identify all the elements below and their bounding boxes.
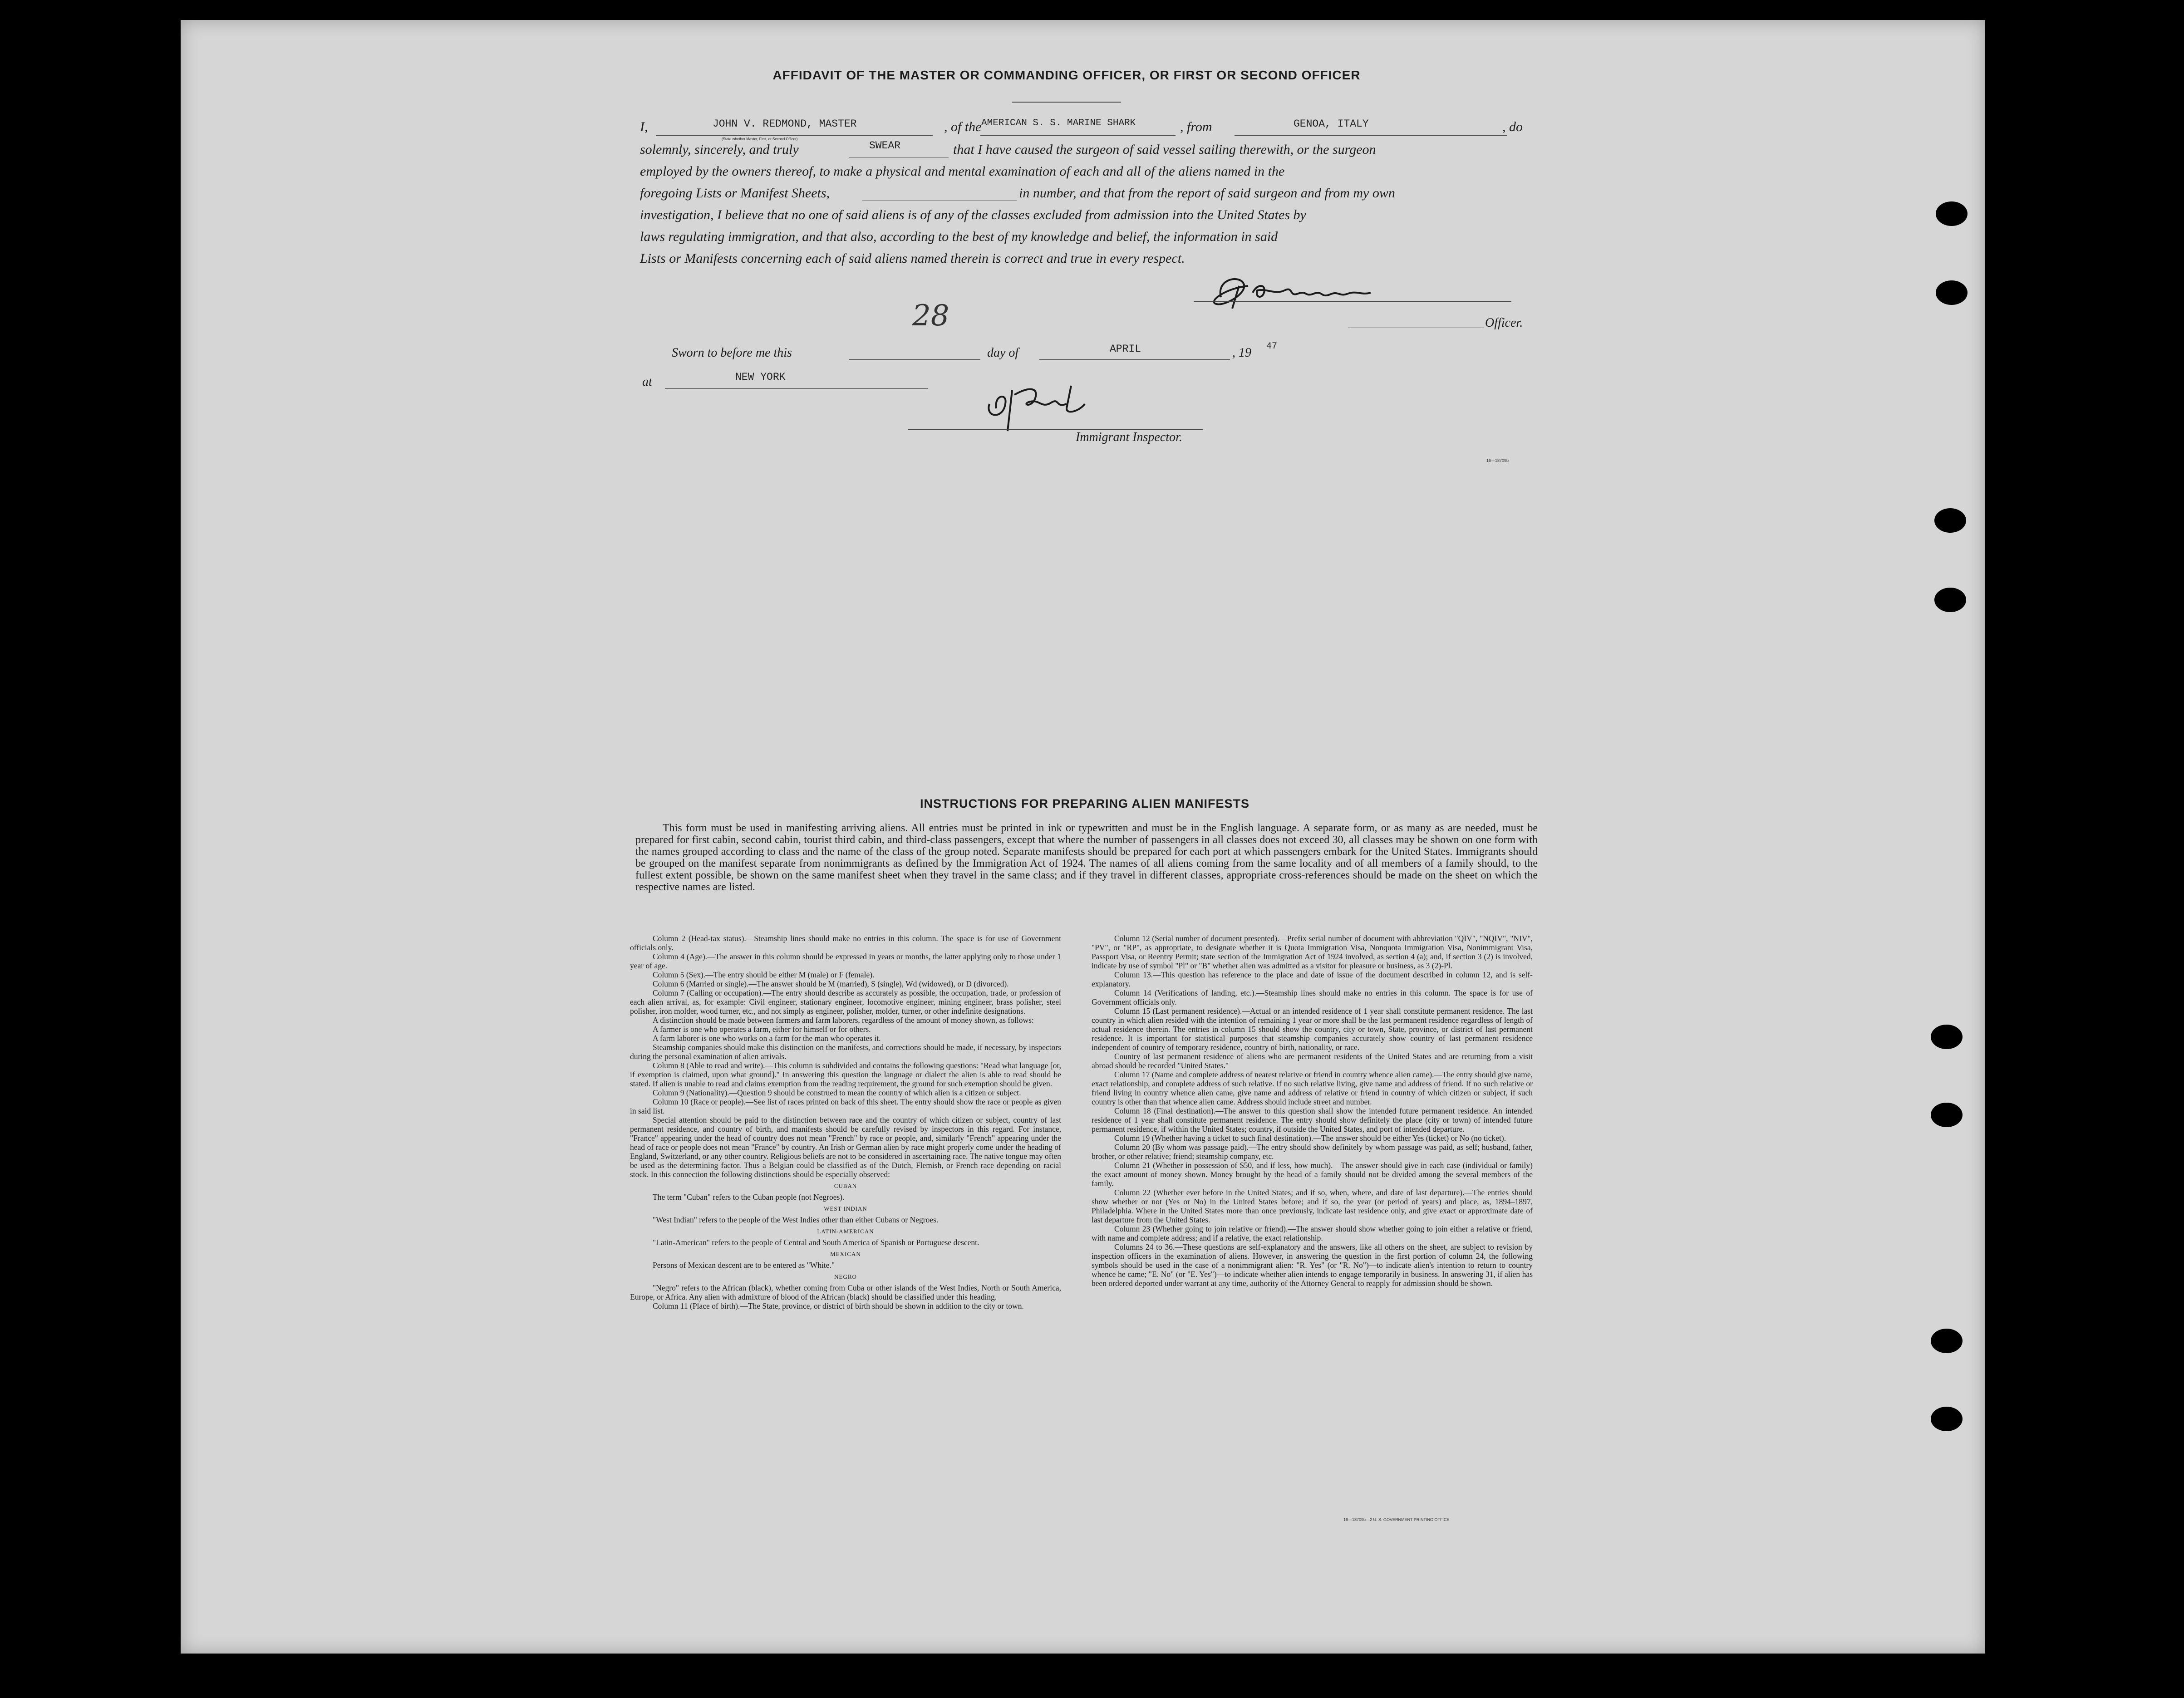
west-indian-heading: WEST INDIAN	[824, 1205, 867, 1212]
right-paragraph: Column 23 (Whether going to join relative or friend).—The answer should show whether going to join either a relative or friend, with name and complete address; and if a relative, the exact relationship.	[1092, 1224, 1533, 1242]
negro-text: "Negro" refers to the African (black), whether coming from Cuba or other islands of the West Indies, North or South America, Europe, or Africa. Any alien with admixture of blood of the African (black) should be classified under this heading.	[630, 1283, 1061, 1301]
left-paragraph: Column 10 (Race or people).—See list of races printed on back of this sheet. The entry should show the race or people as given in said list.	[630, 1097, 1061, 1115]
right-column	[1092, 934, 1533, 1288]
at-label: at	[642, 375, 652, 389]
instructions-title: INSTRUCTIONS FOR PREPARING ALIEN MANIFESTS	[920, 797, 1250, 810]
affidavit-line-7: Lists or Manifests concerning each of said aliens named therein is correct and true in every respect.	[640, 251, 1185, 266]
left-paragraph: Column 2 (Head-tax status).—Steamship lines should make no entries in this column. The space is for use of Government officials only.	[630, 934, 1061, 952]
intro-text: This form must be used in manifesting arriving aliens. All entries must be printed in ink or typewritten and must be in the English language. A separate form, or as many as are needed, must be prepared for first cabin, second cabin, tourist third cabin, and third-class passengers, except that where the number of passengers in all classes does not exceed 30, all classes may be shown on one form with the names grouped according to class and the name of the class of the group noted. Separate manifests should be prepared for each port at which passengers embark for the United States. Immigrants should be grouped on the manifest separate from nonimmigrants as defined by the Immigration Act of 1924. The names of all aliens coming from the same locality and of all members of a family should, to the fullest extent possible, be shown on the same manifest sheet when they travel in the same class; and if they travel in different classes, appropriate cross-references should be made on the sheet on which the respective names are listed.	[635, 822, 1538, 893]
right-paragraph: Column 18 (Final destination).—The answer to this question shall show the intended future permanent residence. An intended residence of 1 year shall constitute permanent residence. The entry should show definitely the place (city or town) of intended future permanent residence, if within the United States; country, if outside the United States, and port of intended departure.	[1092, 1106, 1533, 1134]
officer-field[interactable]: JOHN V. REDMOND, MASTER	[713, 118, 857, 130]
title-rule	[1012, 102, 1121, 103]
of-the-label: , of the	[944, 119, 982, 134]
right-paragraph: Column 15 (Last permanent residence).—Actual or an intended residence of 1 year shall constitute permanent residence. The last country in which alien resided with the intention of remaining 1 year or more shall be the last permanent residence regardless of length of actual residence therein. The entries in column 15 should show the country, city or town, State, province, or district of last permanent residence. It is important for statistical purposes that steamship companies accurately show country of last permanent residence independent of country of temporary residence, country of birth, nationality, or race.	[1092, 1006, 1533, 1052]
punch-hole	[1931, 1407, 1963, 1431]
port-field-line	[1235, 135, 1507, 136]
swear-field[interactable]: SWEAR	[869, 140, 901, 152]
left-paragraph: A farm laborer is one who works on a farm for the man who operates it.	[653, 1034, 881, 1043]
cuban-heading: CUBAN	[834, 1183, 857, 1189]
officer-field-note: (State whether Master, First, or Second Officer)	[722, 137, 798, 141]
column-11-text: Column 11 (Place of birth).—The State, province, or district of birth should be shown in addition to the city or town.	[653, 1301, 1024, 1310]
right-paragraph: Column 19 (Whether having a ticket to such final destination).—The answer should be either Yes (ticket) or No (no ticket).	[1114, 1134, 1506, 1143]
left-paragraph: Column 7 (Calling or occupation).—The entry should describe as accurately as possible, the occupation, trade, or profession of each alien arrival, as, for example: Civil engineer, stationary engineer, locomotive engineer, mining engineer, brass polisher, steel polisher, iron molder, wood turner, etc., and not simply as engineer, polisher, molder, turner, or other indefinite designations.	[630, 988, 1061, 1016]
officer-label: Officer.	[1485, 316, 1523, 330]
left-paragraph: A farmer is one who operates a farm, either for himself or for others.	[653, 1025, 871, 1034]
left-paragraph: Steamship companies should make this distinction on the manifests, and corrections should be made, if necessary, by inspectors during the personal examination of alien arrivals.	[630, 1043, 1061, 1061]
mexican-heading: MEXICAN	[830, 1251, 861, 1257]
punch-hole	[1936, 280, 1968, 305]
officer-signature	[1189, 265, 1425, 320]
affidavit-line-6: laws regulating immigration, and that also, according to the best of my knowledge and belief, the information in said	[640, 229, 1278, 244]
right-paragraph: Column 14 (Verifications of landing, etc.).—Steamship lines should make no entries in this column. The space is for use of Government officials only.	[1092, 988, 1533, 1006]
day-of-label: day of	[987, 346, 1019, 360]
place-field[interactable]: NEW YORK	[735, 371, 786, 383]
vessel-field-line	[980, 135, 1176, 136]
year-prefix: , 19	[1232, 346, 1251, 360]
affidavit-title: AFFIDAVIT OF THE MASTER OR COMMANDING OFFICER, OR FIRST OR SECOND OFFICER	[772, 68, 1361, 82]
day-field[interactable]: 28	[912, 299, 949, 333]
month-field-line	[1039, 359, 1230, 360]
left-paragraph: Column 4 (Age).—The answer in this column should be expressed in years or months, the latter applying only to those under 1 year of age.	[630, 952, 1061, 970]
right-paragraph: Column 20 (By whom was passage paid).—The entry should show definitely by whom passage was paid, as self; husband, father, brother, or other relative; friend; steamship company, etc.	[1092, 1143, 1533, 1161]
west-indian-text: "West Indian" refers to the people of the West Indies other than either Cubans or Negroes.	[653, 1215, 939, 1224]
punch-hole	[1931, 1329, 1963, 1353]
cuban-text: The term "Cuban" refers to the Cuban people (not Negroes).	[653, 1193, 845, 1202]
instructions-footer: 16—18709b—2 U. S. GOVERNMENT PRINTING OFFICE	[1343, 1517, 1450, 1522]
inspector-label: Immigrant Inspector.	[1076, 430, 1182, 444]
affidavit-line-3: employed by the owners thereof, to make a physical and mental examination of each and all of the aliens named in the	[640, 164, 1285, 179]
right-paragraph: Column 13.—This question has reference to the place and date of issue of the document described in column 12, and is self-explanatory.	[1092, 970, 1533, 988]
from-label: , from	[1180, 119, 1212, 134]
negro-heading: NEGRO	[834, 1273, 857, 1280]
left-paragraph: Column 9 (Nationality).—Question 9 should be construed to mean the country of which alien is a citizen or subject.	[653, 1088, 1021, 1097]
right-paragraph: Column 12 (Serial number of document presented).—Prefix serial number of document with abbreviation "QIV", "NQIV", "NIV", "PV", or "RP", as appropriate, to designate whether it is Quota Immigration Visa, Nonquota Immigration Visa, Nonimmigrant Visa, Passport Visa, or Reentry Permit; state section of the Immigration Act of 1924 involved, as section 4 (a); and, if section 3 (2) is involved, indicate by use of symbol "Pl" or "B" whether alien was admitted as a visitor for pleasure or business, as 3 (2)-Pl.	[1092, 934, 1533, 970]
punch-hole	[1936, 201, 1968, 226]
punch-hole	[1934, 588, 1966, 612]
port-field[interactable]: GENOA, ITALY	[1294, 118, 1369, 130]
affidavit-line-4-post: in number, and that from the report of said surgeon and from my own	[1019, 186, 1395, 201]
sworn-label: Sworn to before me this	[672, 346, 792, 360]
affidavit-line-5: investigation, I believe that no one of said aliens is of any of the classes excluded from admission into the United States by	[640, 207, 1306, 222]
year-field[interactable]: 47	[1266, 341, 1278, 352]
left-paragraph: Column 5 (Sex).—The entry should be either M (male) or F (female).	[653, 970, 875, 979]
left-paragraph: Column 8 (Able to read and write).—This column is subdivided and contains the following questions: "Read what language [or, if exemption is claimed, upon what ground]." In answering this question the language or dialect the alien is able to read should be stated. If alien is unable to read and claims exemption from the reading requirement, the ground for such exemption should be given.	[630, 1061, 1061, 1088]
officer-field-line	[656, 135, 933, 136]
month-field[interactable]: APRIL	[1110, 343, 1141, 355]
right-paragraph: Column 17 (Name and complete address of nearest relative or friend in country whence alien came).—The entry should give name, exact relationship, and complete address of such relative. If no such relative living, give name and address of friend. If no such relative or friend living in country whence alien came, give name and address of relative or friend in country of which citizen or subject, if such country is other than that whence alien came. Address should include street and number.	[1092, 1070, 1533, 1106]
punch-hole	[1931, 1103, 1963, 1127]
mexican-text: Persons of Mexican descent are to be entered as "White."	[653, 1261, 835, 1270]
right-paragraph: Column 21 (Whether in possession of $50, and if less, how much).—The answer should give in each case (individual or family) the exact amount of money shown. Money brought by the head of a family should not be divided among the several members of the family.	[1092, 1161, 1533, 1188]
day-field-line	[849, 359, 980, 360]
left-paragraph: Column 6 (Married or single).—The answer should be M (married), S (single), Wd (widowed), or D (divorced).	[653, 979, 1009, 988]
right-paragraph: Column 22 (Whether ever before in the United States; and if so, when, where, and date of last departure).—The entries should show whether or not (Yes or No) in the United States before; and if so, the year (or period of years) and place, as, 1894–1897, Philadelphia. Where in the United States more than once previously, indicate last residence only, and give exact or approximate date of last departure from the United States.	[1092, 1188, 1533, 1224]
left-paragraph: A distinction should be made between farmers and farm laborers, regardless of the amount of money shown, as follows:	[653, 1016, 1034, 1025]
signature-line	[1194, 301, 1511, 302]
affidavit-line-2-pre: solemnly, sincerely, and truly	[640, 142, 799, 157]
affidavit-form-number: 16—18709b	[1486, 458, 1509, 463]
do-label: , do	[1502, 119, 1523, 134]
punch-hole	[1934, 508, 1966, 533]
right-paragraph: Country of last permanent residence of aliens who are permanent residents of the United States and are returning from a visit abroad should be recorded "United States."	[1092, 1052, 1533, 1070]
latin-american-heading: LATIN-AMERICAN	[817, 1228, 874, 1235]
left-column	[630, 934, 1061, 1310]
vessel-field[interactable]: AMERICAN S. S. MARINE SHARK	[981, 118, 1136, 128]
affidavit-line-2-post: that I have caused the surgeon of said vessel sailing therewith, or the surgeon	[953, 142, 1376, 157]
affidavit-i-label: I,	[640, 119, 648, 134]
latin-american-text: "Latin-American" refers to the people of Central and South America of Spanish or Portuguese descent.	[653, 1238, 979, 1247]
affidavit-line-4-pre: foregoing Lists or Manifest Sheets,	[640, 186, 830, 201]
left-paragraph: Special attention should be paid to the distinction between race and the country of which citizen or subject, country of last permanent residence, and country of birth, and manifests should be carefully revised by inspectors in this regard. For instance, "France" appearing under the head of country does not mean "French" by race or people, and, similarly "French" appearing under the head of race or people does not mean "France" by country. An Irish or German alien by race might properly come under the heading of England, Switzerland, or any other country. Religious beliefs are not to be considered in ascertaining race. The native tongue may often be used as the determining factor. Thus a Belgian could be classified as of the Dutch, Flemish, or French race depending on racial stock. In this connection the following distinctions should be especially observed:	[630, 1115, 1061, 1179]
instructions-intro	[635, 822, 1538, 893]
punch-hole	[1931, 1025, 1963, 1049]
right-paragraph: Columns 24 to 36.—These questions are self-explanatory and the answers, like all others on the sheet, are subject to revision by inspection officers in the examination of aliens. However, in answering the question in the first portion of column 24, the following symbols should be used in the case of a nonimmigrant alien: "R. Yes" (or "R. No")—to indicate alien's intention to return to country whence he came; "E. No" (or "E. Yes")—to indicate whether alien intends to engage temporarily in business. In answering 31, if alien has been ordered deported under warrant at any time, authority of the Attorney General to reapply for admission should be shown.	[1092, 1242, 1533, 1288]
place-field-line	[665, 388, 928, 389]
